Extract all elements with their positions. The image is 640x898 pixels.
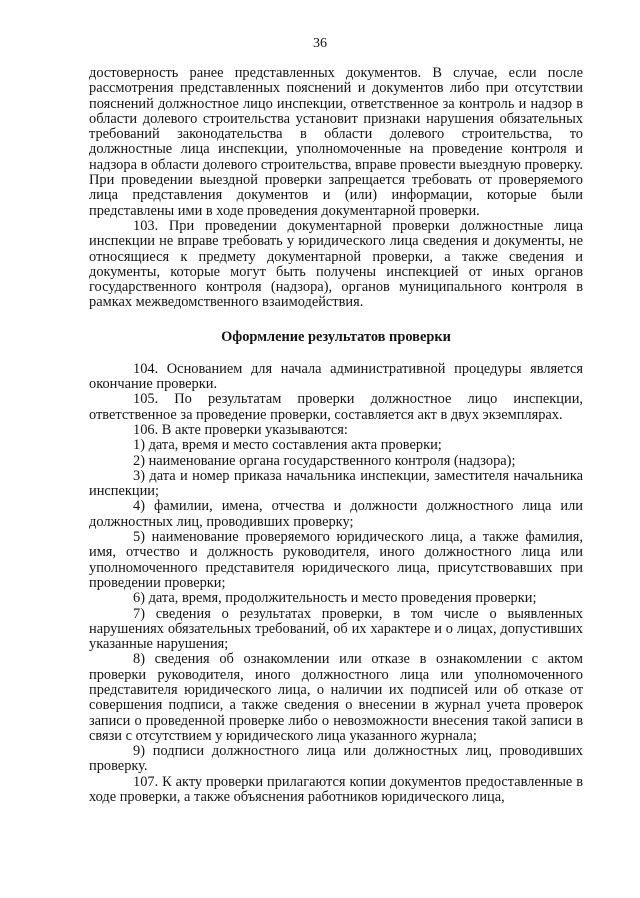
paragraph-106: 106. В акте проверки указываются:: [133, 421, 348, 438]
list-item-1: 1) дата, время и место составления акта проверки;: [133, 437, 442, 454]
paragraph-104: 104. Основанием для начала административной процедуры является окончание проверки.: [89, 360, 583, 393]
list-item-3: 3) дата и номер приказа начальника инспекции, заместителя начальника инспекции;: [89, 467, 583, 500]
list-item-5: 5) наименование проверяемого юридического лица, а также фамилия, имя, отчество и должность руководителя, иного должностного лица или уполномоченного представителя юридического лица, присутствовавших при проведении проверки;: [89, 529, 583, 591]
list-item-2: 2) наименование органа государственного контроля (надзора);: [133, 452, 516, 469]
paragraph-107: 107. К акту проверки прилагаются копии документов предоставленные в ходе проверки, а также объяснения работников юридического лица,: [89, 773, 583, 806]
paragraph-103: 103. При проведении документарной проверки должностные лица инспекции не вправе требовать у юридического лица сведения и документы, не относящиеся к предмету документарной проверки, а также сведения и документы, которые могут быть получены инспекцией от иных органов государственного контроля (надзора), органов муниципального контроля в рамках межведомственного взаимодействия.: [89, 217, 583, 311]
list-item-7: 7) сведения о результатах проверки, в том числе о выявленных нарушениях обязательных требований, об их характере и о лицах, допустивших указанные нарушения;: [89, 605, 583, 653]
list-item-6: 6) дата, время, продолжительность и место проведения проверки;: [133, 590, 537, 607]
list-item-8: 8) сведения об ознакомлении или отказе в ознакомлении с актом проверки руководителя, иного должностного лица или уполномоченного представителя юридического лица, о наличии их подписей или об отказе от совершения подписи, а также сведения о внесении в журнал учета проверок записи о проведенной проверке либо о невозможности внесения такой записи в связи с отсутствием у юридического лица указанного журнала;: [89, 651, 583, 744]
list-item-9: 9) подписи должностного лица или должностных лиц, проводивших проверку.: [89, 743, 583, 775]
list-item-4: 4) фамилии, имена, отчества и должности должностного лица или должностных лиц, проводивших проверку;: [89, 498, 583, 530]
section-heading: Оформление результатов проверки: [221, 328, 451, 345]
paragraph: достоверность ранее представленных документов. В случае, если после рассмотрения представленных пояснений и документов либо при отсутствии пояснений должностное лицо инспекции, ответственное за контроль и надзор в области долевого строительства установит признаки нарушения обязательных требований законодательства в области долевого строительства, то должностные лица инспекции, уполномоченные на проведение контроля и надзора в области долевого строительства, вправе провести выездную проверку. При проведении выездной проверки запрещается требовать от проверяемого лица представления документов и (или) информации, которые были представлены ими в ходе проведения документарной проверки.: [89, 65, 583, 219]
document-body: [89, 66, 583, 805]
page-number: 36: [313, 36, 327, 51]
paragraph-105: 105. По результатам проверки должностное лицо инспекции, ответственное за проведение проверки, составляется акт в двух экземплярах.: [89, 391, 583, 423]
